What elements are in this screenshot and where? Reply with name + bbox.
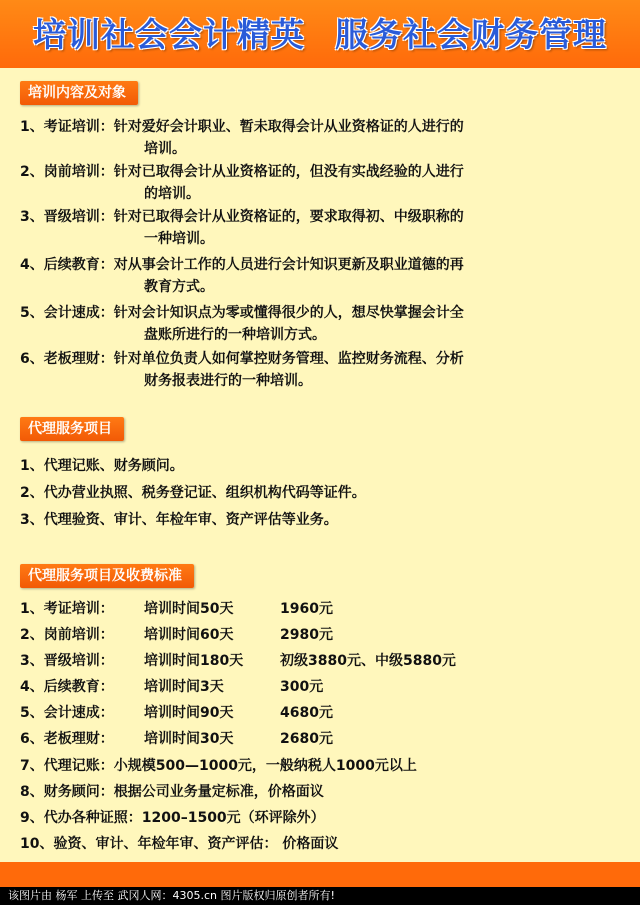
training-item-text: 针对单位负责人如何掌控财务管理、监控财务流程、分析 [113,351,464,367]
title-left: 培训社会会计精英 [33,15,305,54]
training-item-text: 针对已取得会计从业资格证的，但没有实战经验的人进行 [113,164,464,180]
pricing-label: 5、会计速成： [20,705,114,721]
pricing-duration: 培训时间50天 [144,601,234,617]
pricing-extra-4: 10、验资、审计、年检年审、资产评估： 价格面议 [20,836,339,852]
agency-item-3: 3、代理验资、审计、年检年审、资产评估等业务。 [20,512,338,528]
pricing-price: 1960元 [280,601,333,617]
title-right: 服务社会财务管理 [335,15,607,54]
pricing-duration: 培训时间90天 [144,705,234,721]
pricing-price: 2680元 [280,731,333,747]
training-item-6-cont: 财务报表进行的一种培训。 [144,373,312,389]
training-item-label: 1、考证培训： [20,119,114,135]
pricing-extra-2: 8、财务顾问：根据公司业务量定标准，价格面议 [20,784,324,800]
agency-item-1: 1、代理记账、财务顾问。 [20,458,184,474]
training-item-5-cont: 盘账所进行的一种培训方式。 [144,327,326,343]
pricing-heading: 代理服务项目及收费标准 [20,564,194,588]
training-item-3 [20,207,464,227]
training-item-1-cont: 培训。 [144,141,186,157]
page-title [0,10,640,60]
pricing-duration: 培训时间3天 [144,679,224,695]
bottom-banner [0,862,640,887]
pricing-duration: 培训时间30天 [144,731,234,747]
training-item-3-cont: 一种培训。 [144,231,214,247]
agency-heading: 代理服务项目 [20,417,124,441]
training-item-label: 4、后续教育： [20,257,114,273]
training-item-label: 3、晋级培训： [20,209,114,225]
pricing-label: 2、岗前培训： [20,627,114,643]
training-item-6 [20,349,464,369]
training-item-label: 2、岗前培训： [20,164,114,180]
pricing-label: 1、考证培训： [20,601,114,617]
pricing-row-1 [20,599,333,619]
pricing-extra-1: 7、代理记账：小规模500—1000元，一般纳税人1000元以上 [20,758,417,774]
training-item-4-cont: 教育方式。 [144,279,214,295]
pricing-price: 300元 [280,679,324,695]
pricing-row-6 [20,729,333,749]
training-item-1 [20,117,464,137]
pricing-extra-3: 9、代办各种证照：1200–1500元（环评除外） [20,810,325,826]
pricing-label: 6、老板理财： [20,731,114,747]
pricing-price: 2980元 [280,627,333,643]
pricing-duration: 培训时间60天 [144,627,234,643]
pricing-price: 初级3880元、中级5880元 [280,653,456,669]
training-item-text: 针对已取得会计从业资格证的，要求取得初、中级职称的 [113,209,464,225]
pricing-duration: 培训时间180天 [144,653,244,669]
pricing-row-2 [20,625,333,645]
training-heading: 培训内容及对象 [20,81,138,105]
pricing-row-5 [20,703,333,723]
watermark-footer: 该图片由 杨军 上传至 武冈人网：4305.cn 图片版权归原创者所有! [0,887,640,905]
training-item-text: 针对爱好会计职业、暂未取得会计从业资格证的人进行的 [113,119,464,135]
training-item-5 [20,303,464,323]
pricing-label: 4、后续教育： [20,679,114,695]
training-item-text: 对从事会计工作的人员进行会计知识更新及职业道德的再 [113,257,464,273]
pricing-row-4 [20,677,323,697]
training-item-label: 5、会计速成： [20,305,114,321]
training-item-text: 针对会计知识点为零或懂得很少的人，想尽快掌握会计全 [113,305,464,321]
pricing-price: 4680元 [280,705,333,721]
pricing-row-3 [20,651,456,671]
training-item-4 [20,255,464,275]
training-item-2 [20,162,464,182]
pricing-label: 3、晋级培训： [20,653,114,669]
training-item-label: 6、老板理财： [20,351,114,367]
agency-item-2: 2、代办营业执照、税务登记证、组织机构代码等证件。 [20,485,366,501]
training-item-2-cont: 的培训。 [144,186,200,202]
